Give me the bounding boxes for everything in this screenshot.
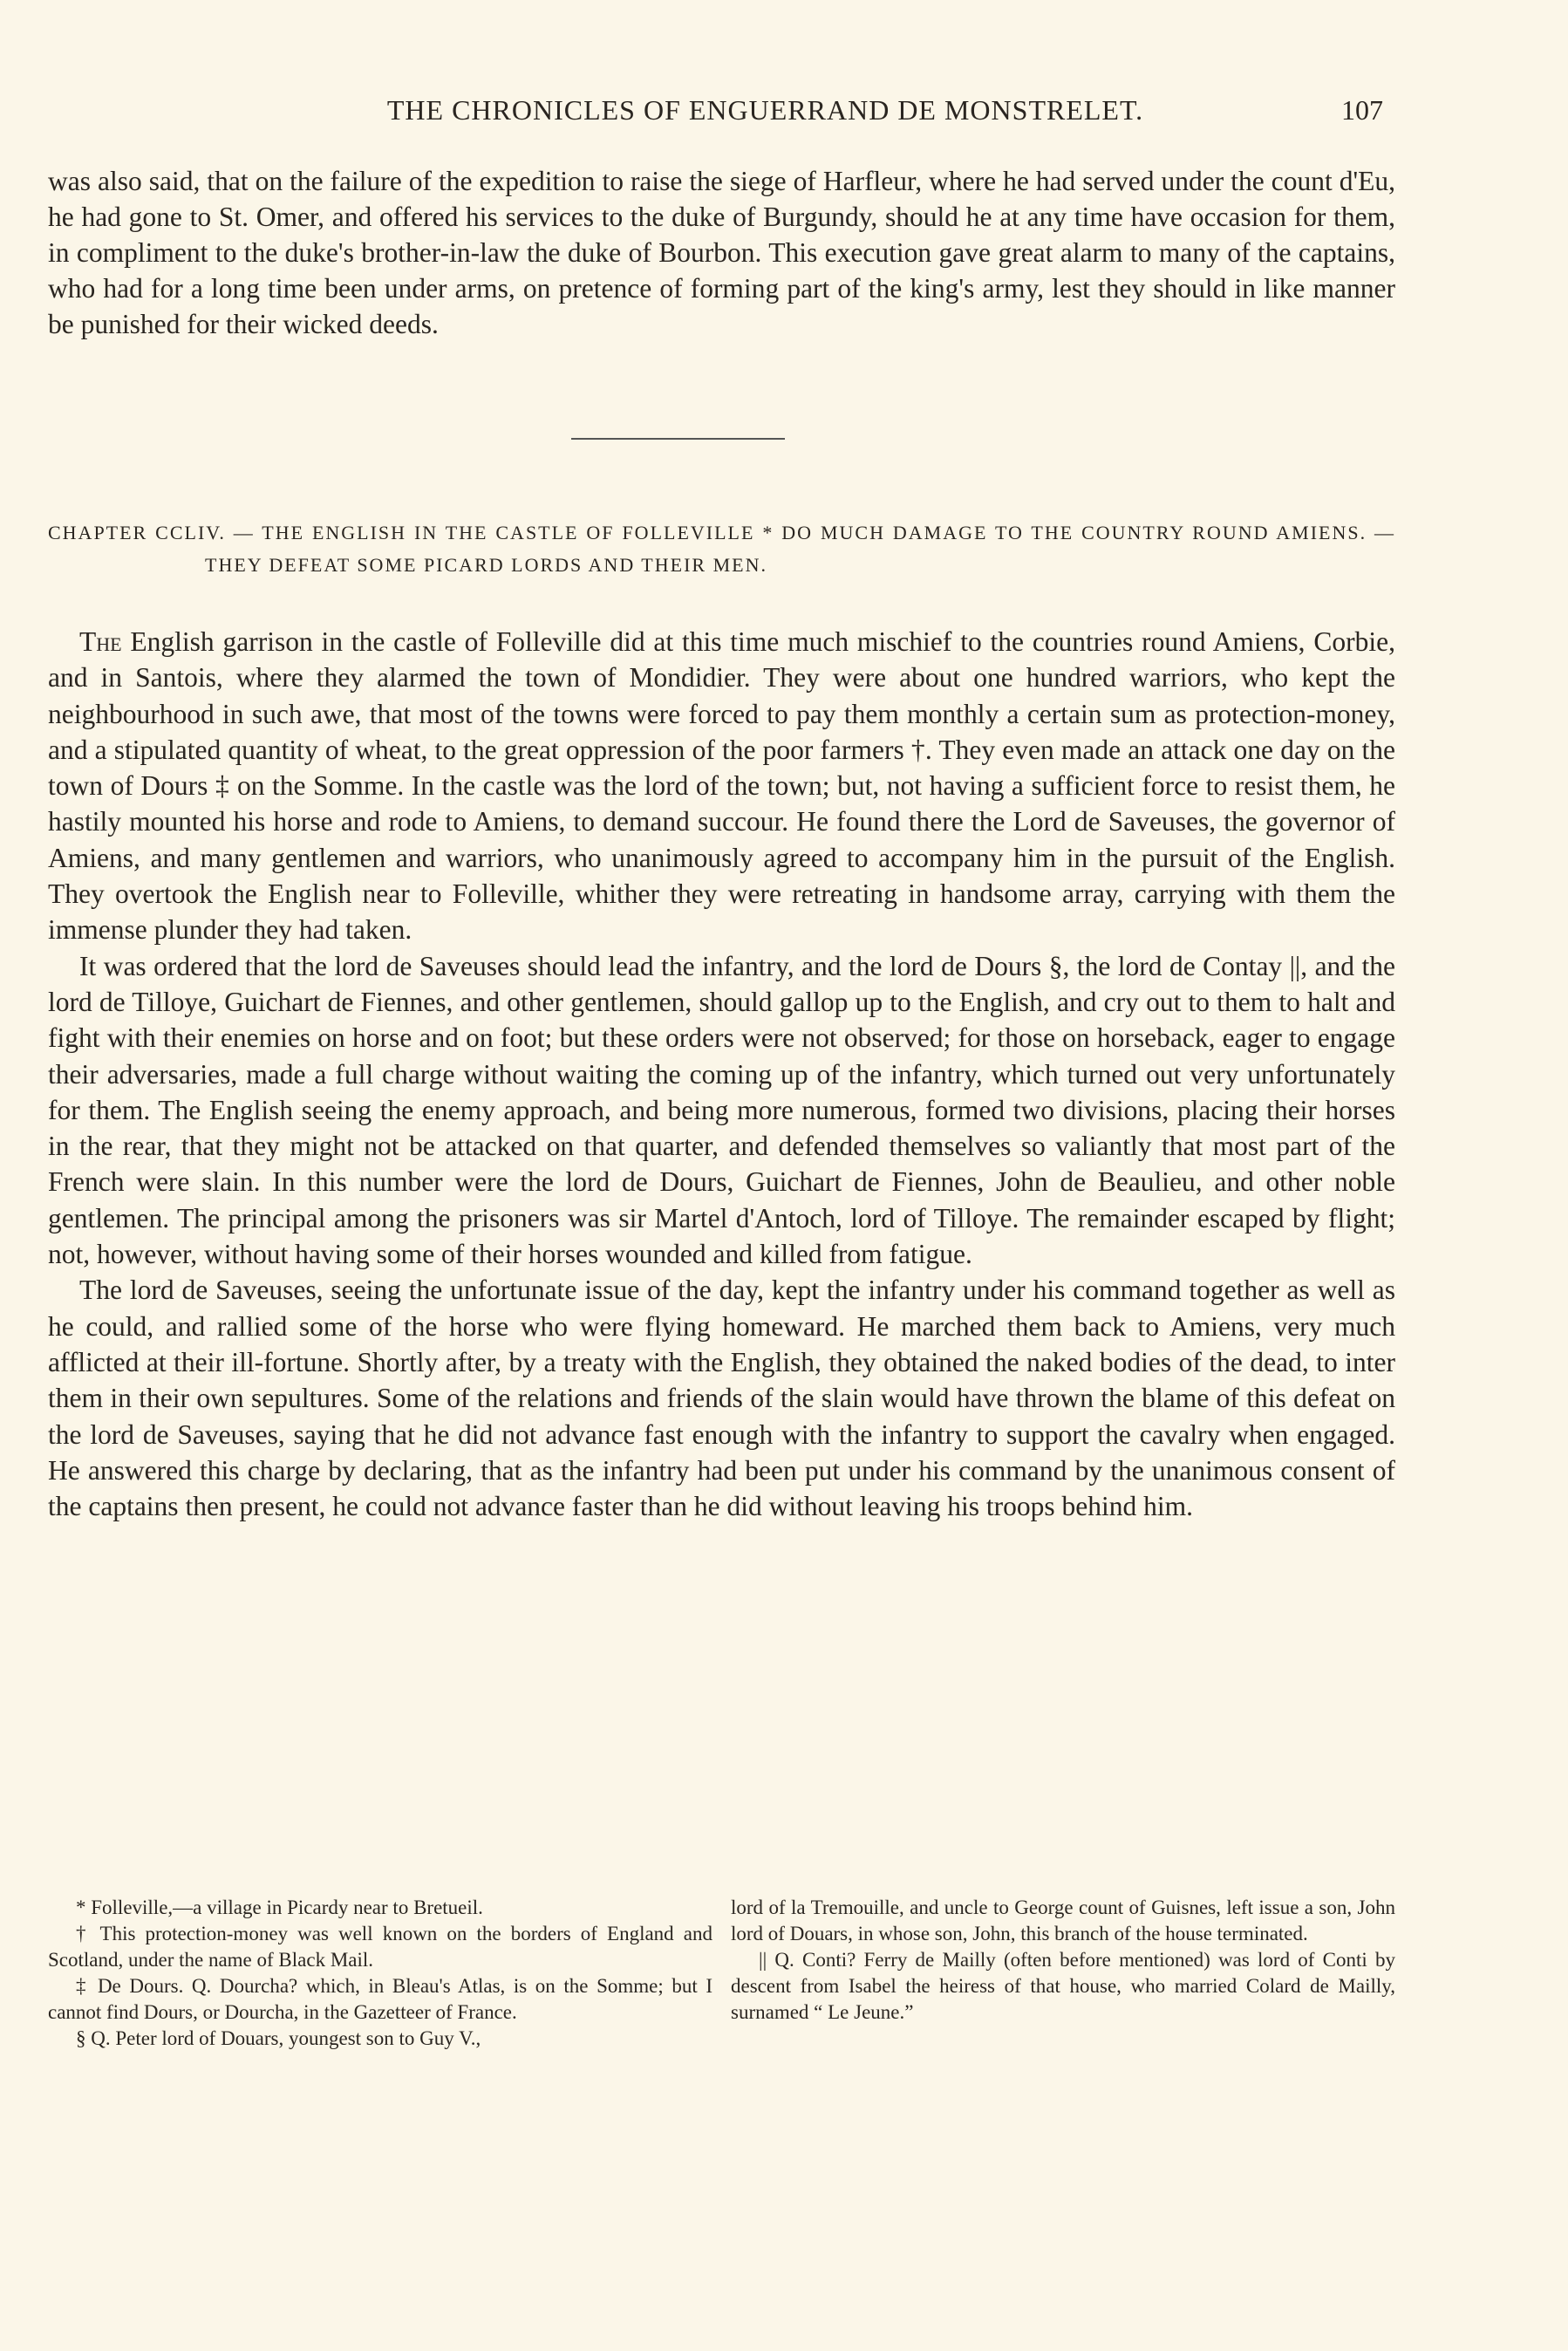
footnote: † This protection-money was well known on the borders of England and Scotland, under the name of Black Mail. xyxy=(48,1923,712,1971)
intro-paragraph: was also said, that on the failure of the expedition to raise the siege of Harfleur, where he had served under the count d'Eu, he had gone to St. Omer, and offered his services to the duke of Burgundy, should he at any time have occasion for them, in compliment to the duke's brother-in-law the duke of Bourbon. This execution gave great alarm to many of the captains, who had for a long time been under arms, on pretence of forming part of the king's army, lest they should in like manner be punished for their wicked deeds. xyxy=(48,166,1395,339)
footnotes-left-column xyxy=(48,1895,712,2052)
body-paragraph-1-text: English garrison in the castle of Folleville did at this time much mischief to the countries round Amiens, Corbie, and in Santois, where they alarmed the town of Mondidier. They were about one hundred warriors, who kept the neighbourhood in such awe, that most of the towns were forced to pay them monthly a certain sum as protection-money, and a stipulated quantity of wheat, to the great oppression of the poor farmers †. They even made an attack one day on the town of Dours ‡ on the Somme. In the castle was the lord of the town; but, not having a sufficient force to resist them, he hastily mounted his horse and rode to Amiens, to demand succour. He found there the Lord de Saveuses, the governor of Amiens, and many gentlemen and warriors, who unanimously agreed to accompany him in the pursuit of the English. They overtook the English near to Folleville, whither they were retreating in handsome array, carrying with them the immense plunder they had taken. xyxy=(48,626,1395,946)
footnote: * Folleville,—a village in Picardy near to Bretueil. xyxy=(76,1897,483,1918)
footnote-continuation: lord of la Tremouille, and uncle to George count of Guisnes, left issue a son, John lord of Douars, in whose son, John, this branch of the house terminated. xyxy=(731,1897,1395,1944)
running-title: THE CHRONICLES OF ENGUERRAND DE MONSTRELET. xyxy=(386,94,1144,126)
body-paragraph-3: The lord de Saveuses, seeing the unfortunate issue of the day, kept the infantry under his command together as well as he could, and rallied some of the horse who were flying homeward. He marched them back to Amiens, very much afflicted at their ill-fortune. Shortly after, by a treaty with the English, they obtained the naked bodies of the dead, to inter them in their own sepultures. Some of the relations and friends of the slain would have thrown the blame of this defeat on the lord de Saveuses, saying that he did not advance fast enough with the infantry to support the cavalry when engaged. He answered this charge by declaring, that as the infantry had been put under his command by the unanimous consent of the captains then present, he could not advance faster than he did without leaving his troops behind him. xyxy=(48,1275,1395,1522)
chapter-body xyxy=(48,624,1395,1524)
footnote: ‡ De Dours. Q. Dourcha? which, in Bleau's Atlas, is on the Somme; but I cannot find Dours, or Dourcha, in the Gazetteer of France. xyxy=(48,1975,712,2023)
footnotes-right-column xyxy=(731,1895,1395,2052)
footnotes xyxy=(48,1895,1395,2052)
page-number: 107 xyxy=(1341,94,1383,126)
body-paragraph-2: It was ordered that the lord de Saveuses should lead the infantry, and the lord de Dours §, the lord de Contay ||, and the lord de Tilloye, Guichart de Fiennes, and other gentlemen, should gallop up to the English, and cry out to them to halt and fight with their enemies on horse and on foot; but these orders were not observed; for those on horseback, eager to engage their adversaries, made a full charge without waiting the coming up of the infantry, which turned out very unfortunately for them. The English seeing the enemy approach, and being more numerous, formed two divisions, placing their horses in the rear, that they might not be attacked on that quarter, and defended themselves so valiantly that most part of the French were slain. In this number were the lord de Dours, Guichart de Fiennes, John de Beaulieu, and other noble gentlemen. The principal among the prisoners was sir Martel d'Antoch, lord of Tilloye. The remainder escaped by flight; not, however, without having some of their horses wounded and killed from fatigue. xyxy=(48,950,1395,1270)
body-paragraph-1 xyxy=(48,624,1395,948)
section-divider xyxy=(571,438,785,440)
footnote: § Q. Peter lord of Douars, youngest son to Guy V., xyxy=(76,2027,481,2049)
footnote: || Q. Conti? Ferry de Mailly (often before mentioned) was lord of Conti by descent from Isabel the heiress of that house, who married Colard de Mailly, surnamed “ Le Jeune.” xyxy=(731,1949,1395,2023)
drop-word: The xyxy=(79,626,122,657)
running-head xyxy=(0,94,1568,129)
chapter-heading: CHAPTER CCLIV. — THE ENGLISH IN THE CASTLE OF FOLLEVILLE * DO MUCH DAMAGE TO THE COUNTRY ROUND AMIENS. — THEY DEFEAT SOME PICARD LORDS AND THEIR MEN. xyxy=(48,522,1395,576)
